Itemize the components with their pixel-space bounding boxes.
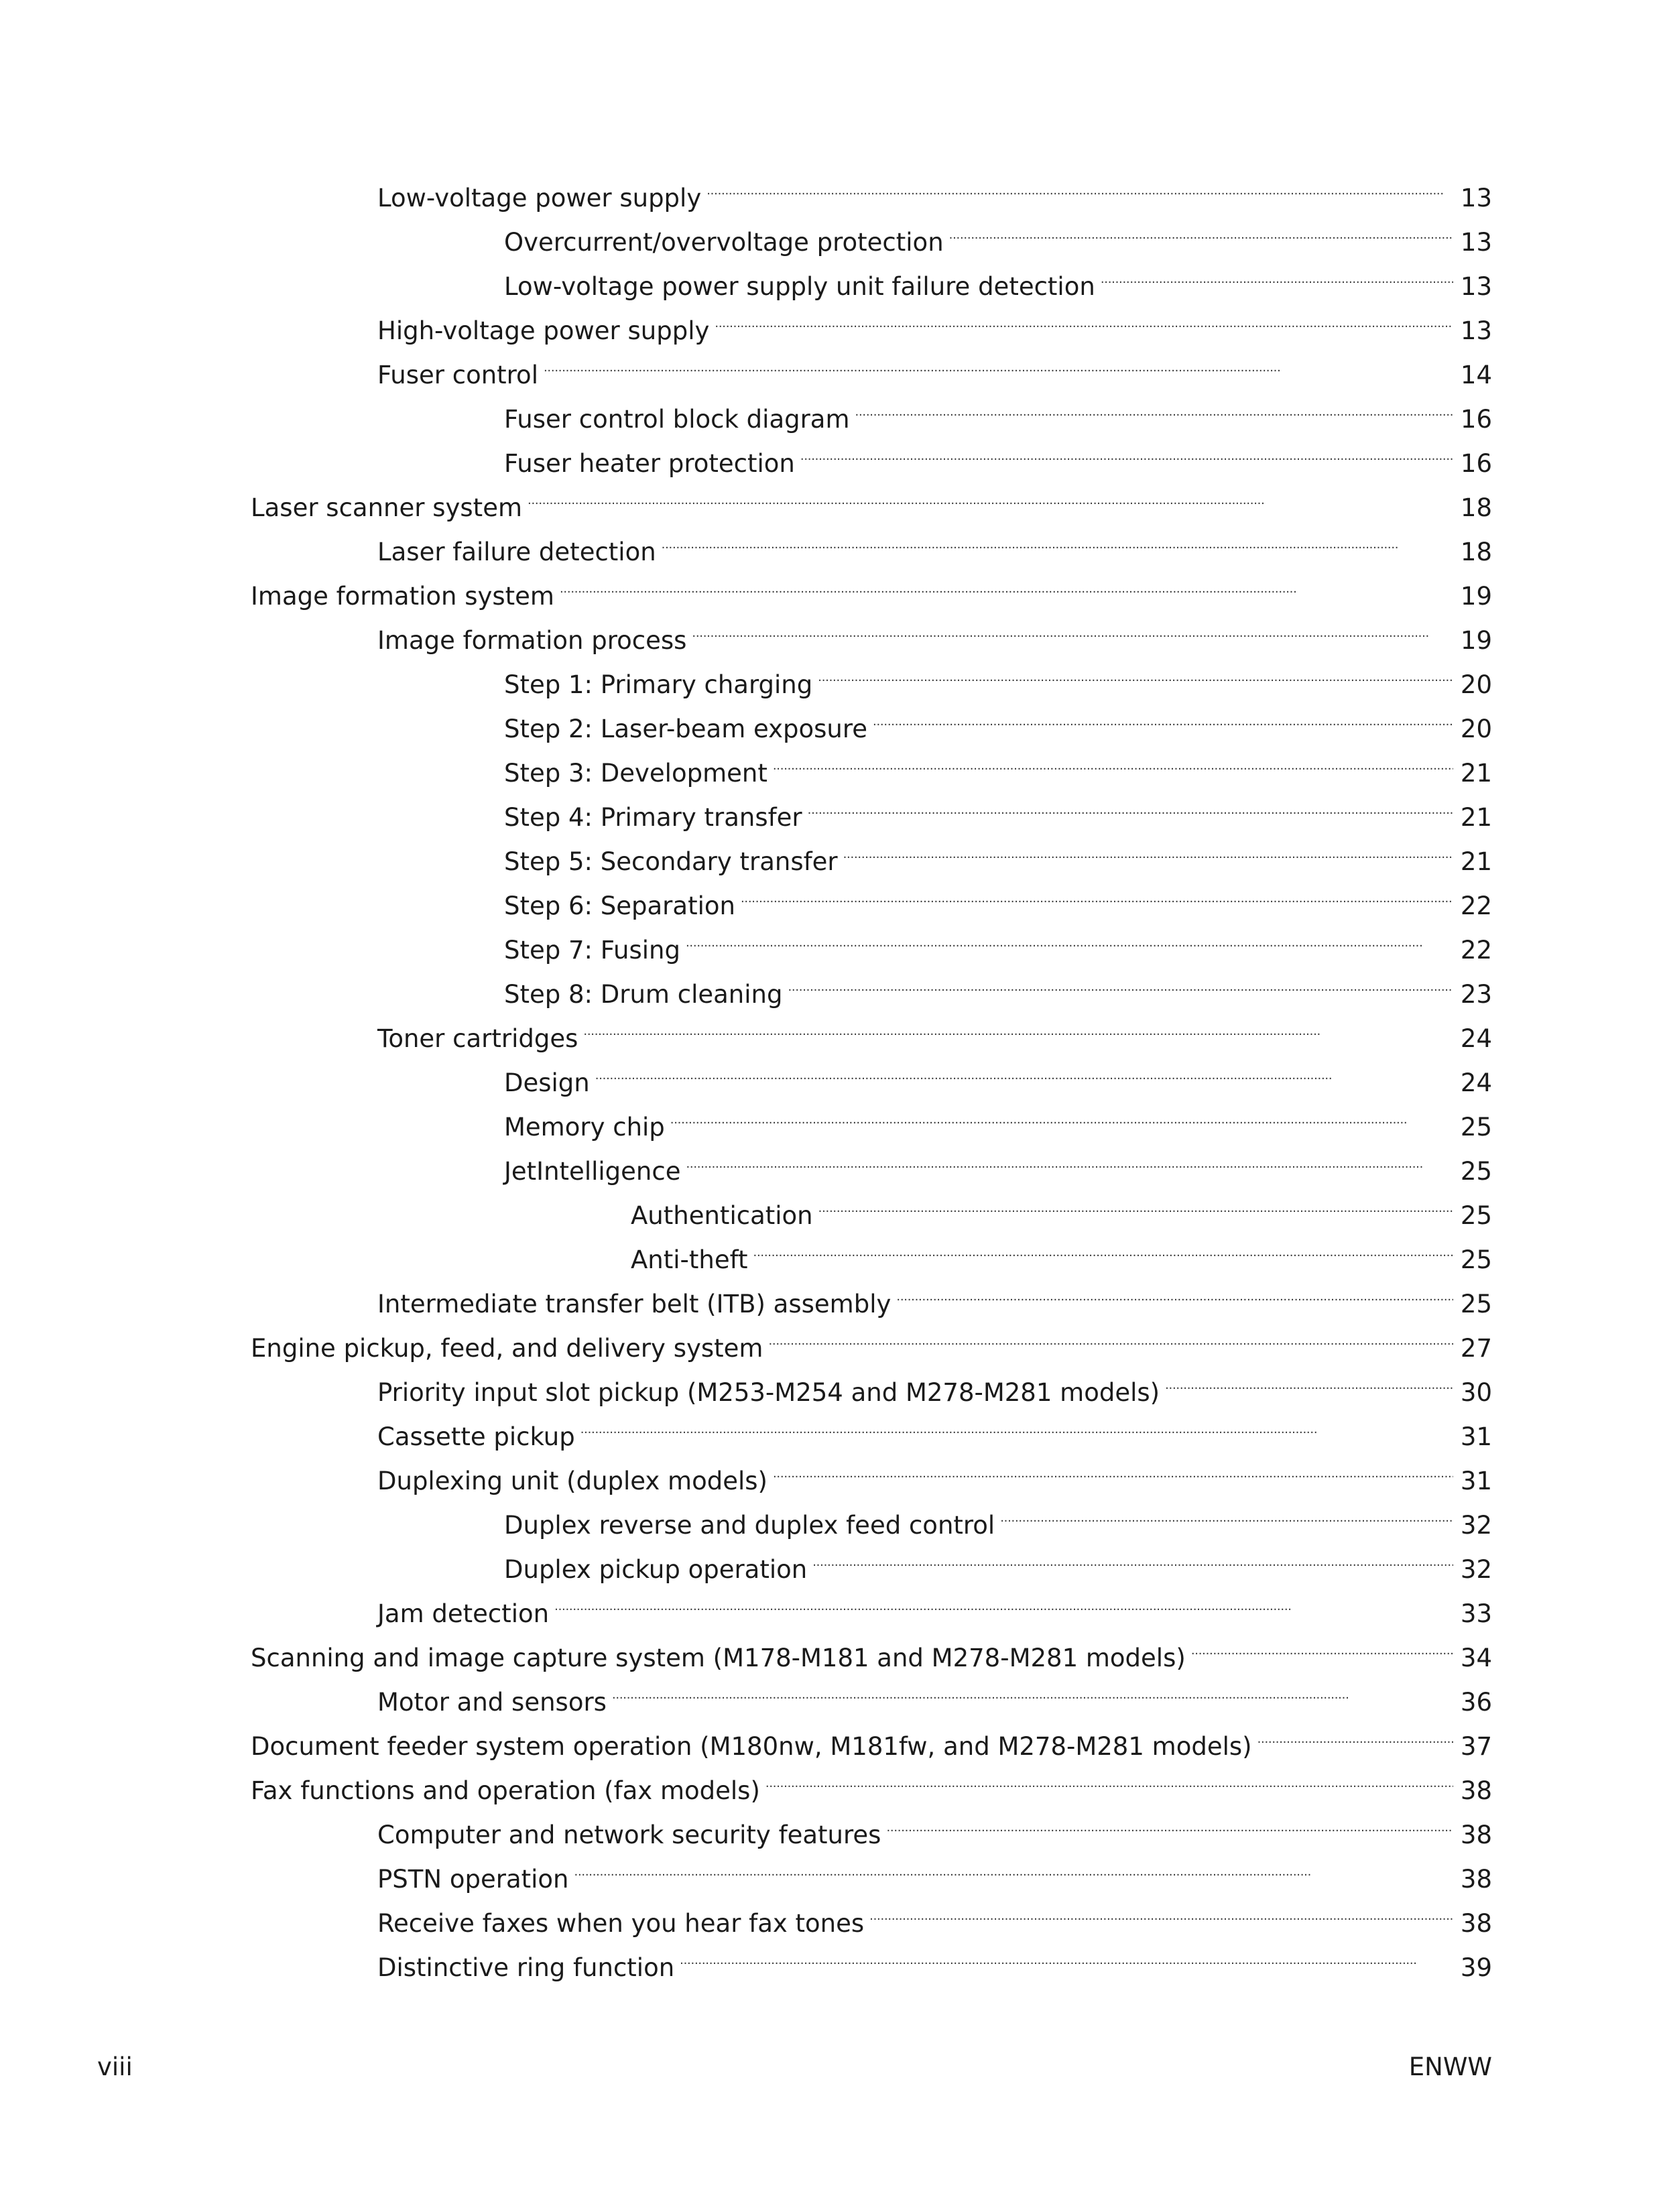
- toc-entry[interactable]: [0, 1932, 1661, 1982]
- toc-entry-page[interactable]: 13: [1460, 228, 1492, 257]
- toc-entry-page[interactable]: 25: [1460, 1157, 1492, 1186]
- toc-entry-title[interactable]: Intermediate transfer belt (ITB) assembly: [377, 1290, 891, 1318]
- dot-leader: [800, 428, 1453, 472]
- dot-leader: [612, 1666, 1453, 1711]
- toc-entry-title[interactable]: Step 1: Primary charging: [504, 670, 813, 699]
- toc-entry-page[interactable]: 31: [1460, 1467, 1492, 1495]
- toc-entry[interactable]: [0, 1445, 1661, 1495]
- toc-entry-title[interactable]: Cassette pickup: [377, 1422, 575, 1451]
- toc-entry-page[interactable]: 21: [1460, 759, 1492, 788]
- toc-entry-page[interactable]: 38: [1460, 1909, 1492, 1938]
- toc-entry-title[interactable]: Motor and sensors: [377, 1688, 607, 1717]
- toc-entry-page[interactable]: 38: [1460, 1865, 1492, 1894]
- toc-entry-title[interactable]: Step 2: Laser-beam exposure: [504, 715, 868, 743]
- toc-entry-page[interactable]: 22: [1460, 892, 1492, 920]
- toc-entry-page[interactable]: 36: [1460, 1688, 1492, 1717]
- dot-leader: [788, 959, 1453, 1003]
- toc-entry-page[interactable]: 32: [1460, 1555, 1492, 1584]
- toc-entry[interactable]: [0, 914, 1661, 965]
- toc-entry-title[interactable]: Overcurrent/overvoltage protection: [504, 228, 944, 257]
- toc-entry-page[interactable]: 38: [1460, 1821, 1492, 1849]
- dot-leader: [855, 383, 1453, 428]
- toc-entry[interactable]: [0, 1578, 1661, 1628]
- toc-entry-page[interactable]: 39: [1460, 1953, 1492, 1982]
- toc-entry[interactable]: [0, 472, 1661, 522]
- toc-entry[interactable]: [0, 1799, 1661, 1849]
- toc-entry-page[interactable]: 38: [1460, 1776, 1492, 1805]
- toc-entry-page[interactable]: 34: [1460, 1644, 1492, 1672]
- dot-leader: [686, 914, 1453, 959]
- toc-entry[interactable]: [0, 870, 1661, 920]
- toc-entry-title[interactable]: Anti-theft: [631, 1245, 748, 1274]
- toc-entry[interactable]: [0, 339, 1661, 389]
- toc-entry-page[interactable]: 21: [1460, 847, 1492, 876]
- toc-entry-page[interactable]: 33: [1460, 1599, 1492, 1628]
- toc-entry[interactable]: [0, 1003, 1661, 1053]
- toc-entry-page[interactable]: 19: [1460, 626, 1492, 655]
- toc-entry[interactable]: [0, 560, 1661, 611]
- toc-entry-title[interactable]: Low-voltage power supply unit failure detection: [504, 272, 1095, 301]
- dot-leader: [574, 1843, 1454, 1888]
- dot-leader: [1257, 1711, 1453, 1755]
- dot-leader: [1000, 1489, 1453, 1534]
- toc-entry[interactable]: [0, 295, 1661, 345]
- toc-entry[interactable]: [0, 1401, 1661, 1451]
- toc-entry-page[interactable]: 23: [1460, 980, 1492, 1009]
- dot-leader: [818, 649, 1453, 693]
- toc-entry-page[interactable]: 16: [1460, 449, 1492, 478]
- toc-entry-page[interactable]: 24: [1460, 1068, 1492, 1097]
- toc-entry-title[interactable]: Low-voltage power supply: [377, 184, 702, 212]
- toc-entry[interactable]: [0, 162, 1661, 212]
- toc-entry-page[interactable]: 18: [1460, 538, 1492, 566]
- toc-entry-title[interactable]: High-voltage power supply: [377, 316, 710, 345]
- toc-entry-page[interactable]: 13: [1460, 272, 1492, 301]
- toc-entry-page[interactable]: 27: [1460, 1334, 1492, 1363]
- table-of-contents: [0, 162, 1661, 1982]
- toc-entry-title[interactable]: PSTN operation: [377, 1865, 569, 1894]
- toc-entry-title[interactable]: Memory chip: [504, 1113, 665, 1142]
- toc-entry-page[interactable]: 18: [1460, 493, 1492, 522]
- dot-leader: [753, 1224, 1453, 1268]
- toc-entry-title[interactable]: Image formation process: [377, 626, 687, 655]
- toc-entry[interactable]: [0, 737, 1661, 788]
- dot-leader: [773, 1445, 1453, 1489]
- toc-entry[interactable]: [0, 1047, 1661, 1097]
- dot-leader: [686, 1135, 1453, 1180]
- toc-entry-page[interactable]: 25: [1460, 1245, 1492, 1274]
- toc-entry-title[interactable]: Step 6: Separation: [504, 892, 735, 920]
- toc-entry[interactable]: [0, 516, 1661, 566]
- dot-leader: [896, 1268, 1453, 1312]
- toc-entry-title[interactable]: Scanning and image capture system (M178-M181 and M278-M281 models): [251, 1644, 1186, 1672]
- dot-leader: [554, 1578, 1453, 1622]
- dot-leader: [680, 1932, 1453, 1976]
- toc-entry-page[interactable]: 19: [1460, 582, 1492, 611]
- toc-entry[interactable]: [0, 1312, 1661, 1363]
- dot-leader: [715, 295, 1453, 339]
- dot-leader: [818, 1180, 1453, 1224]
- toc-entry[interactable]: [0, 693, 1661, 743]
- toc-entry[interactable]: [0, 1224, 1661, 1274]
- toc-entry-title[interactable]: Laser failure detection: [377, 538, 656, 566]
- dot-leader: [560, 560, 1453, 605]
- dot-leader: [843, 826, 1453, 870]
- toc-entry[interactable]: [0, 649, 1661, 699]
- toc-entry[interactable]: [0, 1268, 1661, 1318]
- toc-entry-page[interactable]: 25: [1460, 1290, 1492, 1318]
- toc-entry-title[interactable]: Priority input slot pickup (M253-M254 and M278-M281 models): [377, 1378, 1160, 1407]
- toc-entry[interactable]: [0, 1666, 1661, 1717]
- toc-entry-page[interactable]: 14: [1460, 361, 1492, 389]
- dot-leader: [741, 870, 1453, 914]
- toc-entry-title[interactable]: Step 5: Secondary transfer: [504, 847, 838, 876]
- toc-entry-title[interactable]: Fuser control block diagram: [504, 405, 850, 434]
- toc-entry-title[interactable]: Step 4: Primary transfer: [504, 803, 802, 832]
- page-number: viii: [97, 2052, 133, 2081]
- toc-entry[interactable]: [0, 1180, 1661, 1230]
- toc-entry-title[interactable]: Engine pickup, feed, and delivery system: [251, 1334, 763, 1363]
- footer-locale: ENWW: [1408, 2052, 1492, 2081]
- toc-entry-title[interactable]: Design: [504, 1068, 590, 1097]
- dot-leader: [869, 1888, 1453, 1932]
- toc-entry[interactable]: [0, 959, 1661, 1009]
- toc-entry-page[interactable]: 16: [1460, 405, 1492, 434]
- toc-entry-title[interactable]: Receive faxes when you hear fax tones: [377, 1909, 865, 1938]
- toc-entry-page[interactable]: 30: [1460, 1378, 1492, 1407]
- dot-leader: [1165, 1357, 1453, 1401]
- dot-leader: [1101, 251, 1453, 295]
- toc-entry-title[interactable]: Computer and network security features: [377, 1821, 881, 1849]
- toc-entry-title[interactable]: Distinctive ring function: [377, 1953, 675, 1982]
- toc-entry-title[interactable]: Duplex pickup operation: [504, 1555, 808, 1584]
- toc-entry[interactable]: [0, 782, 1661, 832]
- dot-leader: [528, 472, 1453, 516]
- toc-entry[interactable]: [0, 1755, 1661, 1805]
- dot-leader: [670, 1091, 1453, 1135]
- toc-entry[interactable]: [0, 1489, 1661, 1540]
- toc-entry[interactable]: [0, 1135, 1661, 1186]
- toc-entry-page[interactable]: 13: [1460, 184, 1492, 212]
- toc-entry-title[interactable]: Duplex reverse and duplex feed control: [504, 1511, 995, 1540]
- toc-entry[interactable]: [0, 1888, 1661, 1938]
- toc-entry-title[interactable]: Fuser control: [377, 361, 538, 389]
- toc-entry-page[interactable]: 32: [1460, 1511, 1492, 1540]
- dot-leader: [1191, 1622, 1453, 1666]
- toc-entry[interactable]: [0, 383, 1661, 434]
- toc-entry-page[interactable]: 25: [1460, 1201, 1492, 1230]
- toc-entry[interactable]: [0, 1622, 1661, 1672]
- toc-entry-title[interactable]: Fax functions and operation (fax models): [251, 1776, 760, 1805]
- dot-leader: [808, 782, 1453, 826]
- dot-leader: [692, 605, 1453, 649]
- dot-leader: [595, 1047, 1453, 1091]
- dot-leader: [812, 1534, 1453, 1578]
- toc-entry-page[interactable]: 21: [1460, 803, 1492, 832]
- dot-leader: [706, 162, 1453, 206]
- dot-leader: [768, 1312, 1453, 1357]
- dot-leader: [873, 693, 1453, 737]
- dot-leader: [583, 1003, 1453, 1047]
- toc-entry[interactable]: [0, 428, 1661, 478]
- toc-entry-page[interactable]: 20: [1460, 670, 1492, 699]
- dot-leader: [949, 206, 1453, 251]
- toc-entry-page[interactable]: 13: [1460, 316, 1492, 345]
- toc-entry-title[interactable]: Duplexing unit (duplex models): [377, 1467, 767, 1495]
- toc-entry-title[interactable]: Jam detection: [377, 1599, 550, 1628]
- toc-entry-title[interactable]: Step 3: Development: [504, 759, 767, 788]
- toc-entry[interactable]: [0, 1843, 1661, 1894]
- toc-entry-page[interactable]: 20: [1460, 715, 1492, 743]
- toc-entry-title[interactable]: Document feeder system operation (M180nw, M181fw, and M278-M281 models): [251, 1732, 1252, 1761]
- toc-entry-page[interactable]: 25: [1460, 1113, 1492, 1142]
- toc-entry-title[interactable]: Step 7: Fusing: [504, 936, 680, 965]
- toc-entry[interactable]: [0, 1091, 1661, 1142]
- dot-leader: [773, 737, 1453, 782]
- toc-entry-page[interactable]: 37: [1460, 1732, 1492, 1761]
- toc-entry-page[interactable]: 22: [1460, 936, 1492, 965]
- toc-entry-title[interactable]: Step 8: Drum cleaning: [504, 980, 783, 1009]
- toc-entry[interactable]: [0, 206, 1661, 257]
- toc-entry[interactable]: [0, 1357, 1661, 1407]
- dot-leader: [662, 516, 1453, 560]
- dot-leader: [765, 1755, 1453, 1799]
- toc-entry-page[interactable]: 24: [1460, 1024, 1492, 1053]
- toc-entry-title[interactable]: Image formation system: [251, 582, 554, 611]
- toc-entry-title[interactable]: Laser scanner system: [251, 493, 522, 522]
- toc-entry-title[interactable]: Fuser heater protection: [504, 449, 795, 478]
- dot-leader: [580, 1401, 1453, 1445]
- toc-entry-title[interactable]: JetIntelligence: [504, 1157, 681, 1186]
- toc-entry-title[interactable]: Authentication: [631, 1201, 813, 1230]
- toc-entry[interactable]: [0, 1711, 1661, 1761]
- toc-entry[interactable]: [0, 251, 1661, 301]
- dot-leader: [544, 339, 1453, 383]
- toc-entry[interactable]: [0, 605, 1661, 655]
- toc-entry-title[interactable]: Toner cartridges: [377, 1024, 578, 1053]
- toc-entry[interactable]: [0, 826, 1661, 876]
- toc-entry[interactable]: [0, 1534, 1661, 1584]
- dot-leader: [886, 1799, 1453, 1843]
- toc-entry-page[interactable]: 31: [1460, 1422, 1492, 1451]
